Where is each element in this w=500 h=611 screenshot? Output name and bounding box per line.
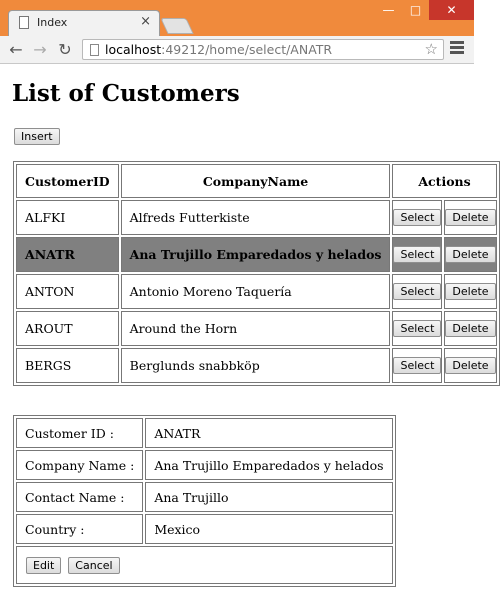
customer-id-value: ANATR — [145, 418, 392, 448]
country-label: Country : — [16, 514, 143, 544]
menu-icon[interactable] — [450, 41, 464, 56]
bookmark-star-icon[interactable]: ☆ — [424, 40, 438, 58]
select-button[interactable]: Select — [393, 246, 441, 263]
column-header-companyname: CompanyName — [121, 164, 391, 198]
select-button[interactable]: Select — [393, 283, 441, 300]
delete-cell — [444, 200, 496, 235]
new-tab-button[interactable] — [160, 18, 193, 34]
browser-toolbar — [0, 36, 474, 64]
company-name-cell: Around the Horn — [121, 311, 391, 346]
browser-titlebar — [0, 0, 474, 36]
cancel-button[interactable]: Cancel — [68, 557, 119, 574]
url-text: localhost:49212/home/select/ANATR — [105, 42, 333, 57]
customer-id-label: Customer ID : — [16, 418, 143, 448]
browser-tab[interactable] — [8, 10, 160, 36]
table-row — [16, 200, 497, 235]
delete-cell — [444, 274, 496, 309]
company-name-label: Company Name : — [16, 450, 143, 480]
delete-button[interactable]: Delete — [445, 283, 495, 300]
table-row — [16, 237, 497, 272]
company-name-cell: Ana Trujillo Emparedados y helados — [121, 237, 391, 272]
select-button[interactable]: Select — [393, 209, 441, 226]
customer-details-table — [13, 415, 396, 587]
delete-cell — [444, 237, 496, 272]
forward-arrow-icon[interactable]: → — [33, 39, 47, 59]
detail-row — [16, 482, 393, 512]
column-header-customerid: CustomerID — [16, 164, 119, 198]
detail-row — [16, 514, 393, 544]
select-cell — [392, 311, 442, 346]
delete-button[interactable]: Delete — [445, 320, 495, 337]
reload-icon[interactable]: ↻ — [58, 39, 72, 59]
window-controls — [375, 0, 474, 22]
tab-title: Index — [37, 16, 68, 29]
detail-actions-row — [16, 546, 393, 584]
company-name-cell: Berglunds snabbköp — [121, 348, 391, 383]
company-name-value: Ana Trujillo Emparedados y helados — [145, 450, 392, 480]
column-header-actions: Actions — [392, 164, 496, 198]
company-name-cell: Antonio Moreno Taquería — [121, 274, 391, 309]
maximize-icon[interactable]: □ — [409, 3, 422, 17]
close-window-icon[interactable]: ✕ — [429, 0, 474, 20]
select-button[interactable]: Select — [393, 357, 441, 374]
table-row — [16, 274, 497, 309]
delete-cell — [444, 311, 496, 346]
page-content — [0, 65, 489, 611]
table-row — [16, 311, 497, 346]
customer-id-cell: ALFKI — [16, 200, 119, 235]
select-cell — [392, 274, 442, 309]
customer-id-cell: ANTON — [16, 274, 119, 309]
select-cell — [392, 200, 442, 235]
detail-row — [16, 418, 393, 448]
contact-name-label: Contact Name : — [16, 482, 143, 512]
delete-button[interactable]: Delete — [445, 209, 495, 226]
country-value: Mexico — [145, 514, 392, 544]
tab-close-icon[interactable]: × — [140, 14, 151, 29]
detail-actions-cell — [16, 546, 393, 584]
edit-button[interactable]: Edit — [26, 557, 61, 574]
delete-button[interactable]: Delete — [445, 357, 495, 374]
page-icon — [90, 44, 99, 56]
delete-cell — [444, 348, 496, 383]
detail-row — [16, 450, 393, 480]
table-row — [16, 348, 497, 383]
minimize-icon[interactable]: — — [382, 3, 395, 17]
customer-id-cell: AROUT — [16, 311, 119, 346]
select-cell — [392, 348, 442, 383]
document-icon — [19, 16, 29, 29]
customer-id-cell: BERGS — [16, 348, 119, 383]
delete-button[interactable]: Delete — [445, 246, 495, 263]
customer-id-cell: ANATR — [16, 237, 119, 272]
customers-table — [13, 161, 500, 386]
insert-button[interactable]: Insert — [14, 128, 60, 145]
company-name-cell: Alfreds Futterkiste — [121, 200, 391, 235]
page-title: List of Customers — [12, 80, 240, 107]
select-button[interactable]: Select — [393, 320, 441, 337]
address-bar[interactable] — [82, 39, 444, 60]
contact-name-value: Ana Trujillo — [145, 482, 392, 512]
table-header-row — [16, 164, 497, 198]
select-cell — [392, 237, 442, 272]
back-arrow-icon[interactable]: ← — [9, 39, 23, 59]
